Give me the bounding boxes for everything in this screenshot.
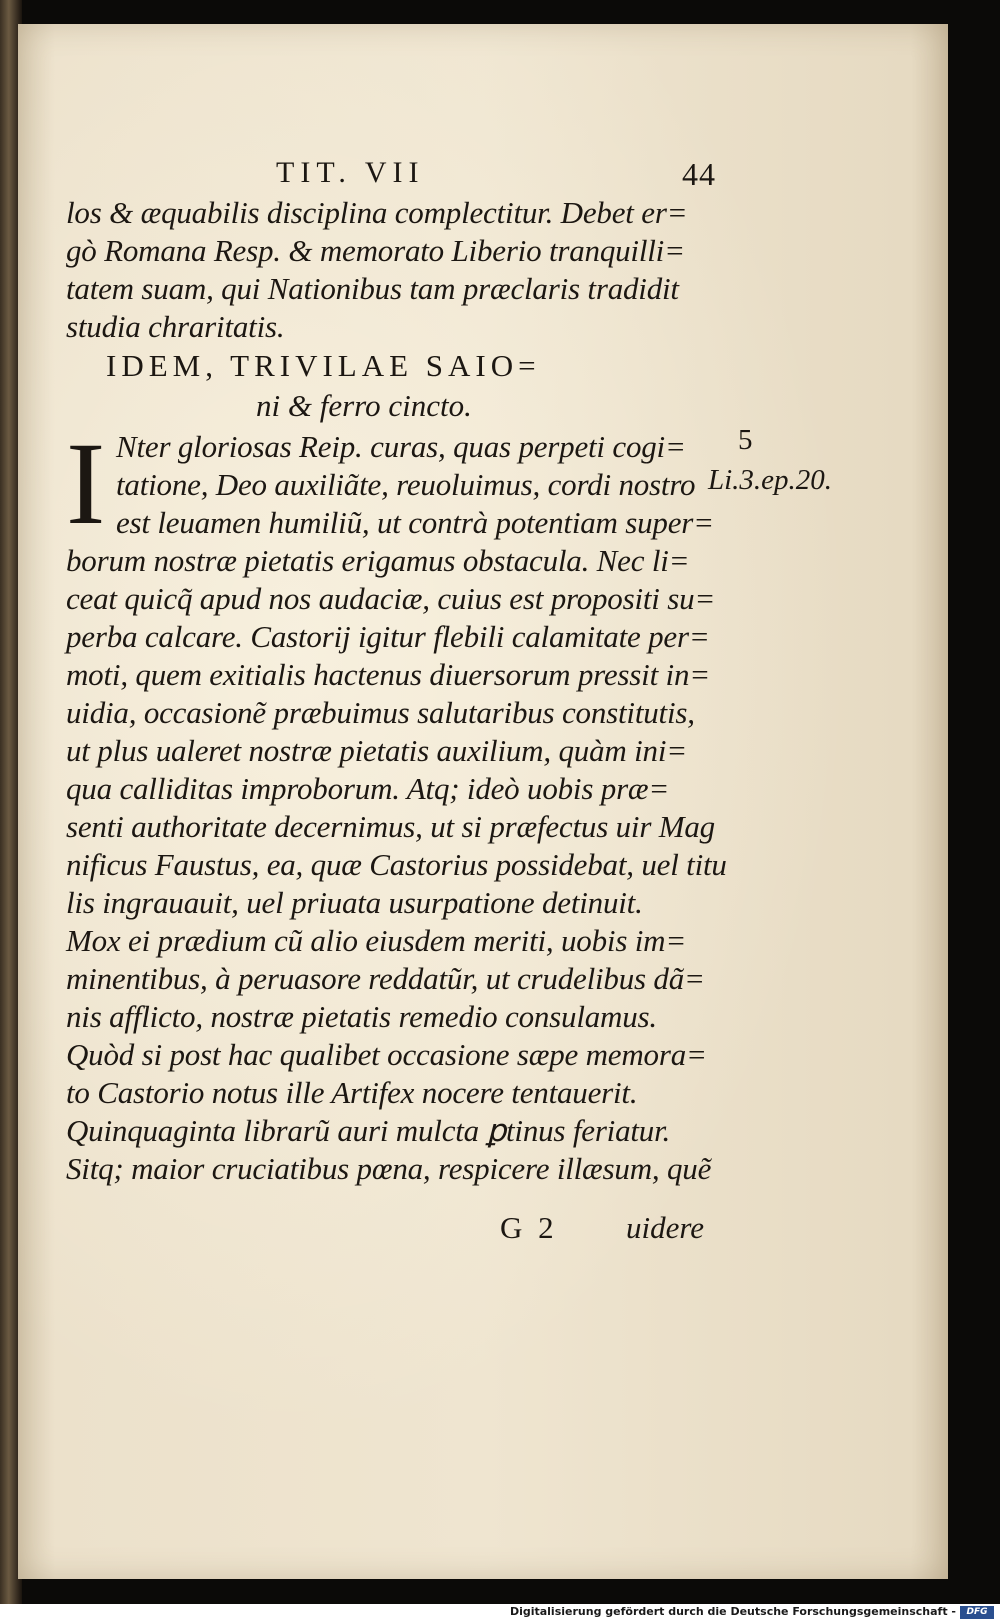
marginal-note-number: 5 bbox=[738, 424, 753, 456]
page-number: 44 bbox=[682, 156, 716, 192]
text-line: moti, quem exitialis hactenus diuersorum pressit in= bbox=[66, 657, 710, 692]
text-line: minentibus, à peruasore reddatũr, ut crudelibus dã= bbox=[66, 961, 705, 996]
text-line: to Castorio notus ille Artifex nocere tentauerit. bbox=[66, 1075, 638, 1110]
page-header bbox=[276, 156, 716, 196]
text-line: ut plus ualeret nostræ pietatis auxilium, quàm ini= bbox=[66, 733, 687, 768]
book-page bbox=[18, 24, 948, 1579]
catchword: uidere bbox=[626, 1210, 705, 1245]
text-line: nis afflicto, nostræ pietatis remedio consulamus. bbox=[66, 999, 657, 1034]
letter-heading-line-2: ni & ferro cincto. bbox=[256, 388, 472, 423]
text-line: perba calcare. Castorij igitur flebili calamitate per= bbox=[66, 619, 710, 654]
text-line: ceat quicq̃ apud nos audaciæ, cuius est propositi su= bbox=[66, 581, 716, 616]
text-line: Quòd si post hac qualibet occasione sæpe memora= bbox=[66, 1037, 707, 1072]
text-line: uidia, occasionẽ præbuimus salutaribus constitutis, bbox=[66, 695, 695, 730]
text-line: tatione, Deo auxiliãte, reuoluimus, cordi nostro bbox=[116, 467, 696, 502]
running-title: TIT. VII bbox=[276, 156, 425, 189]
letter-heading-line-1: IDEM, TRIVILAE SAIO= bbox=[106, 348, 541, 383]
text-line: lis ingrauauit, uel priuata usurpatione detinuit. bbox=[66, 885, 643, 920]
text-line: borum nostræ pietatis erigamus obstacula. Nec li= bbox=[66, 543, 690, 578]
marginal-note-reference: Li.3.ep.20. bbox=[708, 464, 833, 496]
drop-cap: I bbox=[66, 418, 106, 549]
text-line: Mox ei prædium cũ alio eiusdem meriti, uobis im= bbox=[66, 923, 687, 958]
dfg-logo: DFG bbox=[960, 1606, 994, 1619]
text-line: Quinquaginta librarũ auri mulcta ꝑtinus feriatur. bbox=[66, 1113, 671, 1148]
text-line: tatem suam, qui Nationibus tam præclaris tradidit bbox=[66, 271, 679, 306]
text-line: est leuamen humiliũ, ut contrà potentiam super= bbox=[116, 505, 714, 540]
text-line: Nter gloriosas Reip. curas, quas perpeti cogi= bbox=[116, 429, 686, 464]
text-line: qua calliditas improborum. Atq; ideò uobis præ= bbox=[66, 771, 670, 806]
signature-mark: G 2 bbox=[500, 1210, 558, 1245]
text-line: studia chraritatis. bbox=[66, 309, 285, 344]
footer-credit: Digitalisierung gefördert durch die Deutsche Forschungsgemeinschaft - bbox=[509, 1605, 956, 1618]
text-line: gò Romana Resp. & memorato Liberio tranquilli= bbox=[66, 233, 685, 268]
text-line: los & æquabilis disciplina complectitur. Debet er= bbox=[66, 195, 688, 230]
text-line: Sitq; maior cruciatibus pœna, respicere illæsum, quẽ bbox=[66, 1151, 712, 1186]
text-line: senti authoritate decernimus, ut si præfectus uir Mag bbox=[66, 809, 715, 844]
text-line: nificus Faustus, ea, quæ Castorius possidebat, uel titu bbox=[66, 847, 727, 882]
